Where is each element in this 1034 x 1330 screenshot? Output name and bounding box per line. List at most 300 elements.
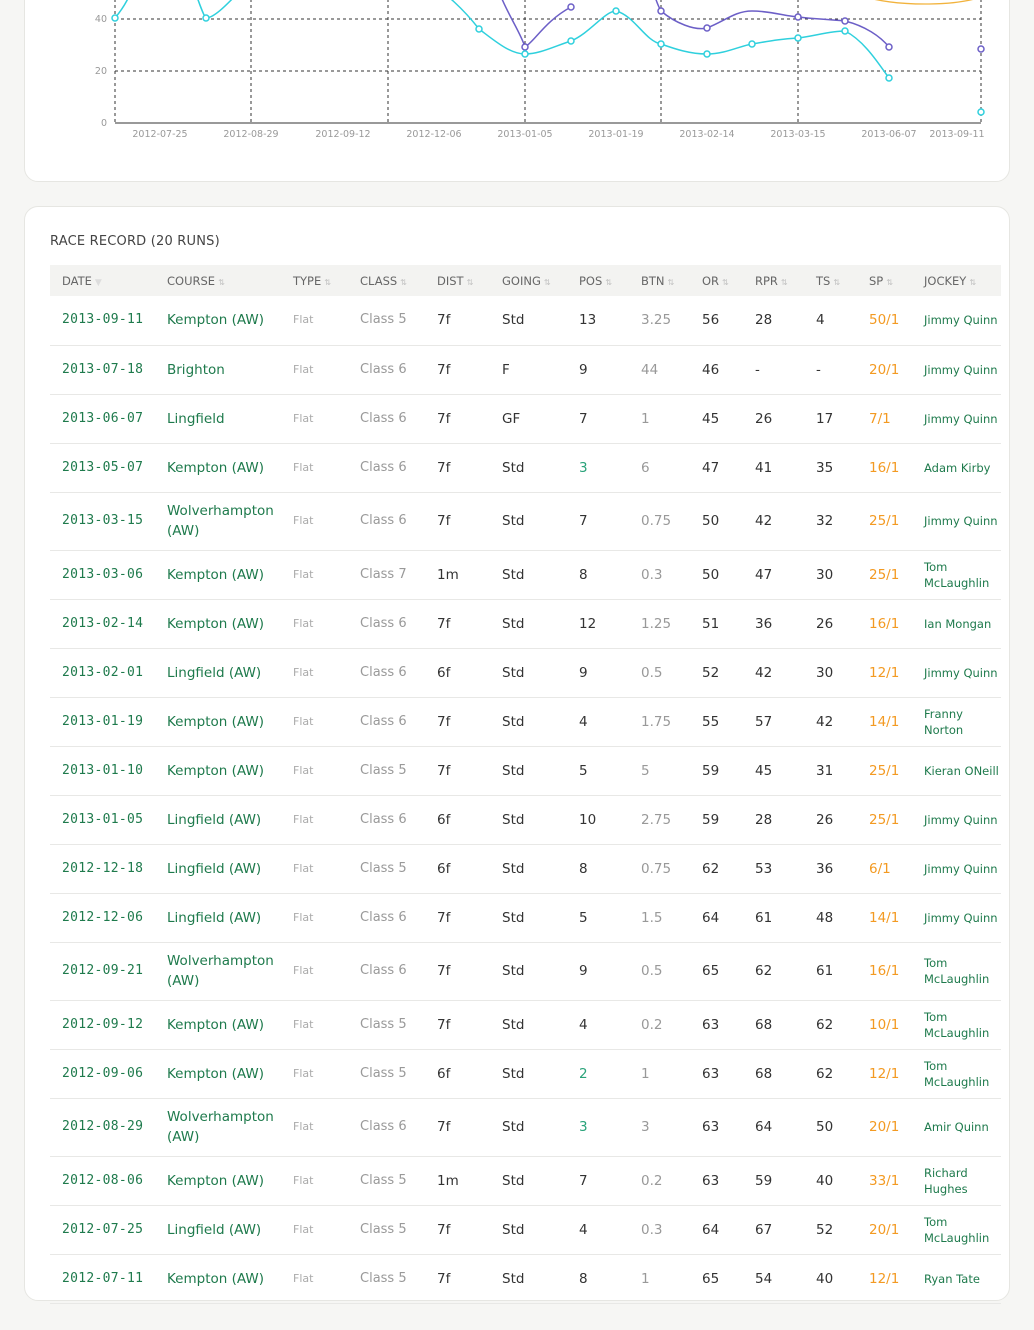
cell-date[interactable]: 2012-08-06 <box>50 1156 155 1205</box>
cell-rpr: - <box>743 345 804 394</box>
x-tick-label: 2013-01-05 <box>497 129 553 140</box>
sort-icon: ⇅ <box>833 277 841 287</box>
cell-type: Flat <box>281 1098 348 1156</box>
cell-dist: 7f <box>425 1098 490 1156</box>
table-row <box>50 942 1001 1000</box>
cell-class: Class 5 <box>348 1205 425 1254</box>
cell-jockey[interactable]: Franny Norton <box>912 697 1001 746</box>
cell-type: Flat <box>281 1205 348 1254</box>
series-point <box>658 41 664 47</box>
cell-going: Std <box>490 443 567 492</box>
cell-sp: 14/1 <box>857 697 912 746</box>
cell-type: Flat <box>281 795 348 844</box>
header-rpr[interactable]: RPR ⇅ <box>755 273 788 288</box>
cell-rpr: 57 <box>743 697 804 746</box>
cell-ts: 40 <box>804 1254 857 1303</box>
cell-pos: 5 <box>567 746 629 795</box>
cell-rpr: 42 <box>743 648 804 697</box>
cell-sp: 20/1 <box>857 1098 912 1156</box>
sort-icon: ⇅ <box>722 277 729 287</box>
series-line <box>525 0 889 47</box>
table-row <box>50 492 1001 550</box>
cell-type: Flat <box>281 345 348 394</box>
cell-course[interactable]: Kempton (AW) <box>155 746 281 795</box>
race-record-title: RACE RECORD (20 RUNS) <box>50 234 220 249</box>
cell-sp: 33/1 <box>857 1156 912 1205</box>
cell-jockey[interactable]: Adam Kirby <box>912 443 1001 492</box>
cell-class: Class 6 <box>348 942 425 1000</box>
cell-class: Class 6 <box>348 648 425 697</box>
cell-ts: 26 <box>804 599 857 648</box>
cell-rpr: 53 <box>743 844 804 893</box>
cell-going: GF <box>490 394 567 443</box>
cell-ts: 40 <box>804 1156 857 1205</box>
header-dist[interactable]: DIST ⇅ <box>437 273 474 288</box>
cell-type: Flat <box>281 1254 348 1303</box>
cell-going: Std <box>490 697 567 746</box>
cell-pos: 7 <box>567 492 629 550</box>
y-tick-label: 20 <box>94 66 107 77</box>
cell-class: Class 6 <box>348 394 425 443</box>
cell-date[interactable]: 2012-09-21 <box>50 942 155 1000</box>
table-row <box>50 1205 1001 1254</box>
cell-going: Std <box>490 1156 567 1205</box>
cell-btn: 1 <box>629 394 690 443</box>
cell-jockey[interactable]: Tom McLaughlin <box>912 1205 1001 1254</box>
cell-going: Std <box>490 599 567 648</box>
table-row <box>50 1098 1001 1156</box>
race-record-table <box>50 265 1001 1304</box>
cell-type: Flat <box>281 443 348 492</box>
cell-class: Class 5 <box>348 1254 425 1303</box>
cell-pos: 9 <box>567 345 629 394</box>
table-row <box>50 296 1001 345</box>
cell-sp: 25/1 <box>857 550 912 599</box>
cell-rpr: 61 <box>743 893 804 942</box>
cell-dist: 7f <box>425 1000 490 1049</box>
header-sp[interactable]: SP ⇅ <box>869 273 893 288</box>
cell-or: 47 <box>690 443 743 492</box>
cell-ts: 61 <box>804 942 857 1000</box>
cell-jockey[interactable]: Ryan Tate <box>912 1254 1001 1303</box>
sort-icon: ⇅ <box>400 277 407 287</box>
header-ts[interactable]: TS ⇅ <box>816 273 841 288</box>
cell-date[interactable]: 2013-03-15 <box>50 492 155 550</box>
cell-date[interactable]: 2012-09-12 <box>50 1000 155 1049</box>
cell-jockey[interactable]: Tom McLaughlin <box>912 1000 1001 1049</box>
cell-course[interactable]: Lingfield (AW) <box>155 893 281 942</box>
series-point <box>886 75 892 81</box>
cell-date[interactable]: 2013-01-19 <box>50 697 155 746</box>
rating-chart-card <box>24 0 1010 182</box>
cell-course[interactable]: Wolverhampton (AW) <box>155 942 281 1000</box>
cell-course[interactable]: Kempton (AW) <box>155 443 281 492</box>
cell-ts: 52 <box>804 1205 857 1254</box>
cell-pos: 9 <box>567 648 629 697</box>
series-point <box>522 44 528 50</box>
cell-date[interactable]: 2013-01-10 <box>50 746 155 795</box>
cell-jockey[interactable]: Jimmy Quinn <box>912 492 1001 550</box>
cell-date[interactable]: 2012-07-11 <box>50 1254 155 1303</box>
cell-btn: 0.2 <box>629 1000 690 1049</box>
cell-going: Std <box>490 746 567 795</box>
cell-btn: 1 <box>629 1049 690 1098</box>
series-point <box>795 35 801 41</box>
cell-rpr: 62 <box>743 942 804 1000</box>
cell-going: Std <box>490 1254 567 1303</box>
cell-going: Std <box>490 1205 567 1254</box>
cell-date[interactable]: 2013-02-01 <box>50 648 155 697</box>
cell-ts: 4 <box>804 296 857 345</box>
cell-date[interactable]: 2013-01-05 <box>50 795 155 844</box>
table-row <box>50 795 1001 844</box>
header-or[interactable]: OR ⇅ <box>702 273 729 288</box>
header-btn[interactable]: BTN ⇅ <box>641 273 675 288</box>
series-point <box>613 8 619 14</box>
cell-rpr: 59 <box>743 1156 804 1205</box>
cell-type: Flat <box>281 648 348 697</box>
cell-going: Std <box>490 893 567 942</box>
series-point <box>978 46 984 52</box>
cell-dist: 6f <box>425 1049 490 1098</box>
cell-rpr: 68 <box>743 1049 804 1098</box>
cell-rpr: 28 <box>743 296 804 345</box>
cell-course[interactable]: Kempton (AW) <box>155 1049 281 1098</box>
cell-course[interactable]: Kempton (AW) <box>155 599 281 648</box>
x-tick-label: 2013-03-15 <box>770 129 826 140</box>
cell-ts: 35 <box>804 443 857 492</box>
cell-pos: 12 <box>567 599 629 648</box>
cell-course[interactable]: Kempton (AW) <box>155 1254 281 1303</box>
cell-sp: 14/1 <box>857 893 912 942</box>
cell-jockey[interactable]: Jimmy Quinn <box>912 795 1001 844</box>
cell-pos: 3 <box>567 443 629 492</box>
cell-sp: 20/1 <box>857 345 912 394</box>
cell-dist: 7f <box>425 746 490 795</box>
cell-jockey[interactable]: Tom McLaughlin <box>912 550 1001 599</box>
cell-pos: 10 <box>567 795 629 844</box>
cell-type: Flat <box>281 697 348 746</box>
cell-rpr: 41 <box>743 443 804 492</box>
cell-ts: 62 <box>804 1000 857 1049</box>
cell-jockey[interactable]: Tom McLaughlin <box>912 942 1001 1000</box>
cell-going: Std <box>490 296 567 345</box>
cell-class: Class 6 <box>348 345 425 394</box>
cell-type: Flat <box>281 942 348 1000</box>
cell-dist: 7f <box>425 443 490 492</box>
sort-icon: ⇅ <box>667 277 675 287</box>
series-point <box>842 18 848 24</box>
x-tick-label: 2013-09-11 <box>929 129 985 140</box>
cell-date[interactable]: 2012-07-25 <box>50 1205 155 1254</box>
cell-jockey[interactable]: Jimmy Quinn <box>912 844 1001 893</box>
table-row <box>50 394 1001 443</box>
cell-date[interactable]: 2012-12-06 <box>50 893 155 942</box>
cell-or: 59 <box>690 746 743 795</box>
cell-ts: 30 <box>804 648 857 697</box>
x-tick-label: 2013-01-19 <box>588 129 644 140</box>
header-course[interactable]: COURSE ⇅ <box>167 273 225 288</box>
x-tick-label: 2013-06-07 <box>861 129 917 140</box>
cell-rpr: 54 <box>743 1254 804 1303</box>
cell-pos: 8 <box>567 550 629 599</box>
cell-course[interactable]: Lingfield (AW) <box>155 795 281 844</box>
cell-pos: 4 <box>567 1000 629 1049</box>
cell-dist: 6f <box>425 844 490 893</box>
cell-dist: 7f <box>425 345 490 394</box>
cell-or: 63 <box>690 1098 743 1156</box>
y-tick-label: 40 <box>94 14 107 25</box>
cell-dist: 6f <box>425 795 490 844</box>
cell-class: Class 6 <box>348 443 425 492</box>
series-line <box>495 0 525 47</box>
cell-or: 50 <box>690 492 743 550</box>
cell-ts: 50 <box>804 1098 857 1156</box>
cell-going: Std <box>490 648 567 697</box>
cell-course[interactable]: Kempton (AW) <box>155 296 281 345</box>
cell-pos: 7 <box>567 394 629 443</box>
cell-date[interactable]: 2013-05-07 <box>50 443 155 492</box>
cell-type: Flat <box>281 746 348 795</box>
cell-rpr: 45 <box>743 746 804 795</box>
series-point <box>568 38 574 44</box>
cell-or: 51 <box>690 599 743 648</box>
series-point <box>476 26 482 32</box>
cell-btn: 3 <box>629 1098 690 1156</box>
cell-rpr: 68 <box>743 1000 804 1049</box>
cell-date[interactable]: 2012-09-06 <box>50 1049 155 1098</box>
sort-icon: ⇅ <box>324 277 331 287</box>
cell-going: Std <box>490 795 567 844</box>
cell-sp: 12/1 <box>857 1254 912 1303</box>
cell-rpr: 28 <box>743 795 804 844</box>
cell-class: Class 5 <box>348 1156 425 1205</box>
sort-icon: ⇅ <box>605 277 612 287</box>
cell-btn: 1.5 <box>629 893 690 942</box>
cell-course[interactable]: Kempton (AW) <box>155 697 281 746</box>
cell-sp: 10/1 <box>857 1000 912 1049</box>
series-point <box>978 109 984 115</box>
cell-sp: 20/1 <box>857 1205 912 1254</box>
cell-pos: 13 <box>567 296 629 345</box>
cell-sp: 7/1 <box>857 394 912 443</box>
table-row <box>50 345 1001 394</box>
cell-btn: 0.2 <box>629 1156 690 1205</box>
cell-class: Class 5 <box>348 844 425 893</box>
series-point <box>704 51 710 57</box>
x-tick-label: 2012-07-25 <box>132 129 188 140</box>
sort-desc-icon: ▼ <box>94 277 102 288</box>
cell-sp: 12/1 <box>857 648 912 697</box>
cell-type: Flat <box>281 1156 348 1205</box>
series-point <box>522 51 528 57</box>
cell-class: Class 5 <box>348 296 425 345</box>
cell-btn: 1 <box>629 1254 690 1303</box>
cell-rpr: 64 <box>743 1098 804 1156</box>
cell-pos: 9 <box>567 942 629 1000</box>
cell-course[interactable]: Brighton <box>155 345 281 394</box>
cell-dist: 7f <box>425 942 490 1000</box>
cell-class: Class 6 <box>348 599 425 648</box>
cell-type: Flat <box>281 599 348 648</box>
cell-sp: 16/1 <box>857 599 912 648</box>
table-row <box>50 1000 1001 1049</box>
cell-dist: 7f <box>425 697 490 746</box>
y-tick-label: 0 <box>100 118 107 129</box>
cell-dist: 7f <box>425 296 490 345</box>
cell-jockey[interactable]: Jimmy Quinn <box>912 394 1001 443</box>
cell-ts: 42 <box>804 697 857 746</box>
table-row <box>50 697 1001 746</box>
cell-sp: 16/1 <box>857 942 912 1000</box>
header-pos[interactable]: POS ⇅ <box>579 273 612 288</box>
cell-date[interactable]: 2012-08-29 <box>50 1098 155 1156</box>
sort-icon: ⇅ <box>780 277 788 287</box>
cell-ts: 26 <box>804 795 857 844</box>
cell-btn: 1.75 <box>629 697 690 746</box>
cell-class: Class 5 <box>348 1000 425 1049</box>
cell-dist: 7f <box>425 492 490 550</box>
cell-or: 50 <box>690 550 743 599</box>
cell-btn: 0.5 <box>629 648 690 697</box>
table-row <box>50 599 1001 648</box>
series-point <box>203 15 209 21</box>
cell-course[interactable]: Lingfield <box>155 394 281 443</box>
cell-going: Std <box>490 1000 567 1049</box>
cell-btn: 44 <box>629 345 690 394</box>
cell-going: Std <box>490 1049 567 1098</box>
cell-course[interactable]: Kempton (AW) <box>155 1000 281 1049</box>
cell-rpr: 67 <box>743 1205 804 1254</box>
cell-rpr: 47 <box>743 550 804 599</box>
header-class[interactable]: CLASS ⇅ <box>360 273 407 288</box>
cell-course[interactable]: Wolverhampton (AW) <box>155 492 281 550</box>
cell-rpr: 36 <box>743 599 804 648</box>
cell-course[interactable]: Kempton (AW) <box>155 1156 281 1205</box>
cell-ts: 32 <box>804 492 857 550</box>
cell-dist: 1m <box>425 1156 490 1205</box>
x-tick-label: 2012-12-06 <box>406 129 462 140</box>
series-point <box>112 15 118 21</box>
cell-jockey[interactable]: Tom McLaughlin <box>912 1049 1001 1098</box>
cell-or: 56 <box>690 296 743 345</box>
cell-jockey[interactable]: Ian Mongan <box>912 599 1001 648</box>
cell-or: 45 <box>690 394 743 443</box>
cell-pos: 2 <box>567 1049 629 1098</box>
cell-or: 63 <box>690 1000 743 1049</box>
series-point <box>568 4 574 10</box>
cell-or: 52 <box>690 648 743 697</box>
header-date[interactable]: DATE ▼ <box>62 273 102 288</box>
cell-ts: 31 <box>804 746 857 795</box>
race-record-card <box>24 206 1010 1301</box>
x-tick-label: 2012-09-12 <box>315 129 371 140</box>
cell-jockey[interactable]: Jimmy Quinn <box>912 345 1001 394</box>
table-row <box>50 746 1001 795</box>
cell-class: Class 6 <box>348 795 425 844</box>
cell-or: 63 <box>690 1156 743 1205</box>
cell-class: Class 6 <box>348 697 425 746</box>
cell-ts: 36 <box>804 844 857 893</box>
cell-date[interactable]: 2013-09-11 <box>50 296 155 345</box>
series-point <box>842 28 848 34</box>
cell-jockey[interactable]: Jimmy Quinn <box>912 893 1001 942</box>
cell-type: Flat <box>281 492 348 550</box>
cell-or: 64 <box>690 1205 743 1254</box>
cell-date[interactable]: 2013-03-06 <box>50 550 155 599</box>
cell-jockey[interactable]: Amir Quinn <box>912 1098 1001 1156</box>
cell-sp: 25/1 <box>857 492 912 550</box>
rating-chart <box>25 0 1010 182</box>
cell-btn: 5 <box>629 746 690 795</box>
cell-course[interactable]: Lingfield (AW) <box>155 1205 281 1254</box>
cell-date[interactable]: 2013-07-18 <box>50 345 155 394</box>
header-jockey[interactable]: JOCKEY ⇅ <box>924 273 977 288</box>
cell-jockey[interactable]: Kieran ONeill <box>912 746 1001 795</box>
cell-or: 59 <box>690 795 743 844</box>
cell-date[interactable]: 2013-02-14 <box>50 599 155 648</box>
cell-sp: 25/1 <box>857 746 912 795</box>
series-point <box>704 25 710 31</box>
cell-sp: 16/1 <box>857 443 912 492</box>
cell-dist: 7f <box>425 394 490 443</box>
cell-class: Class 6 <box>348 1098 425 1156</box>
cell-ts: 48 <box>804 893 857 942</box>
cell-course[interactable]: Kempton (AW) <box>155 550 281 599</box>
cell-dist: 1m <box>425 550 490 599</box>
cell-dist: 7f <box>425 1205 490 1254</box>
series-point <box>658 8 664 14</box>
cell-btn: 0.3 <box>629 550 690 599</box>
cell-course[interactable]: Lingfield (AW) <box>155 648 281 697</box>
cell-or: 62 <box>690 844 743 893</box>
cell-jockey[interactable]: Jimmy Quinn <box>912 296 1001 345</box>
cell-jockey[interactable]: Richard Hughes <box>912 1156 1001 1205</box>
cell-going: Std <box>490 942 567 1000</box>
cell-type: Flat <box>281 1000 348 1049</box>
cell-jockey[interactable]: Jimmy Quinn <box>912 648 1001 697</box>
cell-course[interactable]: Wolverhampton (AW) <box>155 1098 281 1156</box>
cell-going: F <box>490 345 567 394</box>
cell-pos: 5 <box>567 893 629 942</box>
cell-class: Class 5 <box>348 746 425 795</box>
cell-or: 63 <box>690 1049 743 1098</box>
cell-type: Flat <box>281 893 348 942</box>
header-type[interactable]: TYPE ⇅ <box>293 273 331 288</box>
cell-btn: 3.25 <box>629 296 690 345</box>
header-going[interactable]: GOING ⇅ <box>502 273 551 288</box>
cell-date[interactable]: 2013-06-07 <box>50 394 155 443</box>
table-row <box>50 550 1001 599</box>
sort-icon: ⇅ <box>886 277 893 287</box>
cell-course[interactable]: Lingfield (AW) <box>155 844 281 893</box>
cell-date[interactable]: 2012-12-18 <box>50 844 155 893</box>
cell-sp: 12/1 <box>857 1049 912 1098</box>
cell-ts: 62 <box>804 1049 857 1098</box>
sort-icon: ⇅ <box>466 277 474 287</box>
cell-or: 65 <box>690 942 743 1000</box>
cell-sp: 25/1 <box>857 795 912 844</box>
cell-btn: 6 <box>629 443 690 492</box>
cell-btn: 0.75 <box>629 844 690 893</box>
table-row <box>50 1156 1001 1205</box>
cell-class: Class 6 <box>348 492 425 550</box>
cell-type: Flat <box>281 844 348 893</box>
table-row <box>50 1254 1001 1303</box>
cell-dist: 6f <box>425 648 490 697</box>
cell-sp: 50/1 <box>857 296 912 345</box>
table-header-row <box>50 265 1001 296</box>
